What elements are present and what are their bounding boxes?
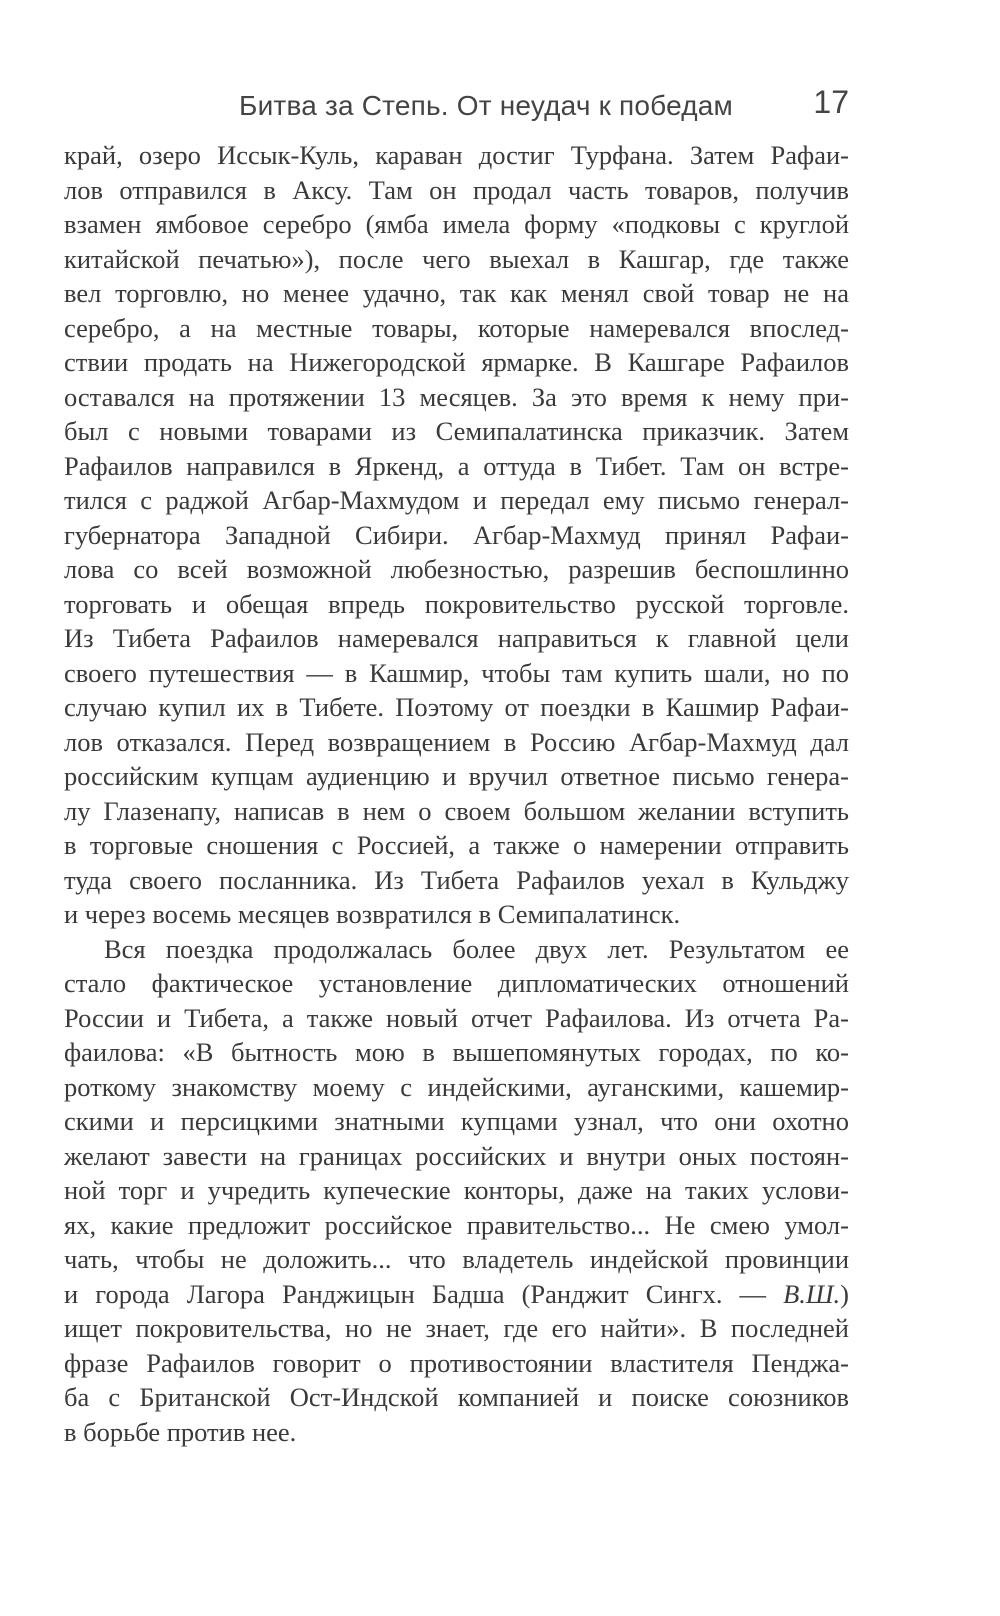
text-line: российским купцам аудиенцию и вручил ответное письмо генера- (64, 761, 849, 791)
text-line-with-italic (64, 1277, 849, 1312)
running-title: Битва за Степь. От неудач к победам (239, 90, 733, 121)
paragraph-1 (64, 138, 849, 932)
line-text: и города Лагора Ранджицын Бадша (Ранджит Сингх. — (64, 1278, 784, 1309)
text-line: туда своего посланника. Из Тибета Рафаилов уехал в Кульджу (64, 864, 849, 895)
text-line: своего путешествия — в Кашмир, чтобы там купить шали, но по (64, 657, 849, 688)
text-line: фразе Рафаилов говорит о противостоянии властителя Пенджа- (64, 1347, 849, 1378)
closing-paren: ) (840, 1278, 849, 1309)
text-line: чать, чтобы не доложить... что владетель индейской провинции (64, 1244, 849, 1274)
text-line: оставался на протяжении 13 месяцев. За это время к нему при- (64, 381, 849, 412)
text-line: губернатора Западной Сибири. Агбар-Махмуд принял Рафаи- (64, 519, 849, 550)
text-line: в борьбе против нее. (64, 1416, 297, 1447)
text-line: Из Тибета Рафаилов намеревался направиться к главной цели (64, 623, 849, 653)
text-line: роткому знакомству моему с индейскими, ауганскими, кашемир- (64, 1071, 849, 1102)
text-line: был с новыми товарами из Семипалатинска приказчик. Затем (64, 416, 849, 446)
text-line: ях, какие предложит российское правительство... Не смею умол- (64, 1209, 849, 1240)
text-line: вел торговлю, но менее удачно, так как менял свой товар не на (64, 278, 849, 308)
text-line: ной торг и учредить купеческие конторы, даже на таких услови- (64, 1175, 849, 1205)
page-number: 17 (813, 84, 849, 120)
text-line: серебро, а на местные товары, которые намеревался впослед- (64, 312, 849, 343)
text-line: ба с Британской Ост-Индской компанией и поиске союзников (64, 1382, 849, 1412)
text-line: лов отправился в Аксу. Там он продал часть товаров, получив (64, 174, 849, 205)
text-line: китайской печатью»), после чего выехал в Кашгар, где также (64, 243, 849, 274)
text-line: ищет покровительства, но не знает, где его найти». В последней (64, 1313, 849, 1343)
text-line: желают завести на границах российских и внутри оных постоян- (64, 1140, 849, 1171)
text-line: лу Глазенапу, написав в нем о своем большом желании вступить (64, 795, 849, 826)
text-line: и через восемь месяцев возвратился в Семипалатинск. (64, 899, 681, 929)
text-line: фаилова: «В бытность мою в вышепомянутых городах, по ко- (64, 1037, 849, 1067)
body-text (64, 138, 849, 1449)
text-line: Рафаилов направился в Яркенд, а оттуда в Тибет. Там он встре- (64, 450, 849, 481)
paragraph-2 (64, 932, 849, 1450)
text-line: Вся поездка продолжалась более двух лет. Результатом ее (104, 933, 849, 964)
text-line: торговать и обещая впредь покровительство русской торговле. (64, 588, 849, 619)
text-line: тился с раджой Агбар-Махмудом и передал ему письмо генерал- (64, 485, 849, 515)
text-line: край, озеро Иссык-Куль, караван достиг Турфана. Затем Рафаи- (64, 140, 849, 170)
running-head (64, 84, 849, 130)
text-line: в торговые сношения с Россией, а также о намерении отправить (64, 830, 849, 860)
author-initials: В.Ш. (783, 1278, 841, 1309)
text-line: взамен ямбовое серебро (ямба имела форму «подковы с круглой (64, 209, 849, 239)
text-line: лов отказался. Перед возвращением в Россию Агбар-Махмуд дал (64, 726, 849, 757)
text-line: случаю купил их в Тибете. Поэтому от поездки в Кашмир Рафаи- (64, 692, 849, 722)
book-page (64, 0, 849, 1616)
text-line: стало фактическое установление дипломатических отношений (64, 968, 849, 998)
text-line: лова со всей возможной любезностью, разрешив беспошлинно (64, 554, 849, 584)
text-line: скими и персицкими знатными купцами узнал, что они охотно (64, 1106, 849, 1136)
text-line: России и Тибета, а также новый отчет Рафаилова. Из отчета Ра- (64, 1002, 849, 1033)
text-line: ствии продать на Нижегородской ярмарке. В Кашгаре Рафаилов (64, 347, 849, 377)
